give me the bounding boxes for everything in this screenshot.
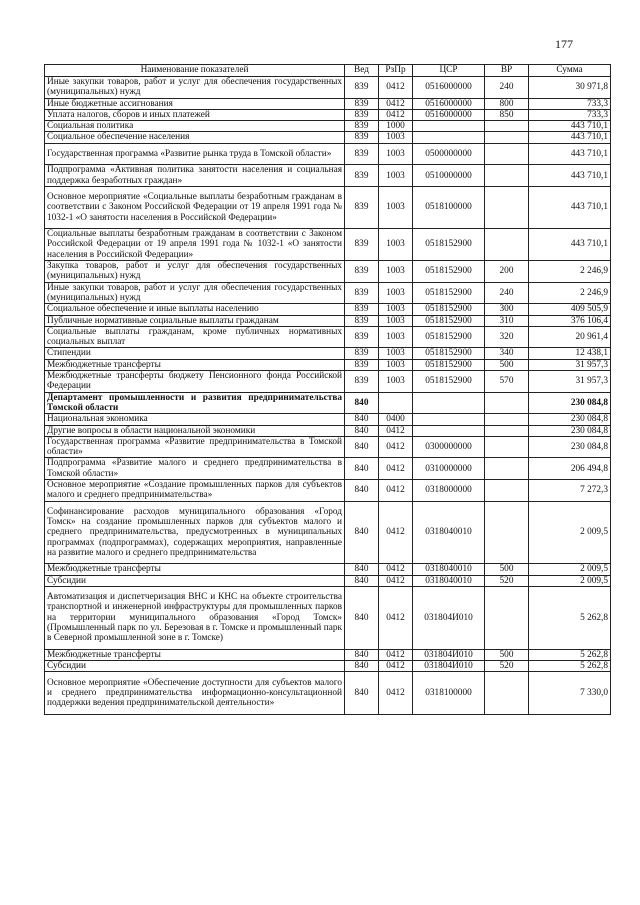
cell-ved: 839 — [345, 132, 379, 143]
table-row — [45, 359, 611, 370]
cell-rzpr: 0412 — [379, 575, 413, 586]
cell-sum: 443 710,1 — [529, 132, 611, 143]
cell-name: Уплата налогов, сборов и иных платежей — [45, 109, 345, 120]
cell-ved: 840 — [345, 586, 379, 649]
cell-sum: 733,3 — [529, 109, 611, 120]
cell-sum: 443 710,1 — [529, 143, 611, 165]
table-row — [45, 109, 611, 120]
table-row — [45, 649, 611, 660]
table-row — [45, 564, 611, 575]
cell-ved: 839 — [345, 304, 379, 315]
cell-csr — [413, 121, 485, 132]
cell-csr: 0318000000 — [413, 479, 485, 501]
cell-vr: 320 — [485, 326, 529, 348]
cell-name: Автоматизация и диспетчеризация ВНС и КНС на объекте строительства транспортной и инженерной инфраструктуры для промышленных парков на территории муниципального образования «Город Томск» (Промышленный парк по ул. Березовая в г. Томске и промышленный парк в Северной промышленной зоне в г. Томске) — [45, 586, 345, 649]
cell-csr: 0310000000 — [413, 458, 485, 480]
cell-ved: 840 — [345, 414, 379, 425]
cell-sum: 733,3 — [529, 98, 611, 109]
cell-ved: 840 — [345, 479, 379, 501]
cell-rzpr: 0412 — [379, 425, 413, 436]
cell-sum: 443 710,1 — [529, 121, 611, 132]
cell-csr: 0518152900 — [413, 315, 485, 326]
cell-ved: 840 — [345, 661, 379, 672]
cell-name: Основное мероприятие «Создание промышленных парков для субъектов малого и среднего предпринимательства» — [45, 479, 345, 501]
cell-vr: 800 — [485, 98, 529, 109]
cell-name: Публичные нормативные социальные выплаты гражданам — [45, 315, 345, 326]
table-row — [45, 304, 611, 315]
cell-sum: 20 961,4 — [529, 326, 611, 348]
cell-rzpr: 1003 — [379, 315, 413, 326]
cell-name: Межбюджетные трансферты бюджету Пенсионного фонда Российской Федерации — [45, 371, 345, 393]
table-row — [45, 143, 611, 165]
cell-name: Основное мероприятие «Социальные выплаты безработным гражданам в соответствии с Законом Российской Федерации от 19 апреля 1991 года № 1032-1 «О занятости населения в Российской Федерации» — [45, 186, 345, 228]
budget-table — [44, 64, 611, 715]
cell-sum: 2 009,5 — [529, 501, 611, 564]
cell-name: Стипендии — [45, 348, 345, 359]
cell-csr: 0518152900 — [413, 371, 485, 393]
cell-name: Закупка товаров, работ и услуг для обеспечения государственных (муниципальных) нужд — [45, 261, 345, 283]
cell-vr: 200 — [485, 261, 529, 283]
cell-sum: 5 262,8 — [529, 661, 611, 672]
table-row — [45, 121, 611, 132]
cell-rzpr — [379, 392, 413, 414]
cell-csr: 0516000000 — [413, 98, 485, 109]
cell-csr — [413, 414, 485, 425]
cell-sum: 376 106,4 — [529, 315, 611, 326]
cell-vr — [485, 229, 529, 261]
cell-vr: 500 — [485, 564, 529, 575]
cell-rzpr: 0412 — [379, 586, 413, 649]
table-row — [45, 425, 611, 436]
cell-sum: 2 246,9 — [529, 282, 611, 304]
cell-vr — [485, 436, 529, 458]
cell-rzpr: 0412 — [379, 672, 413, 714]
cell-name: Софинансирование расходов муниципального образования «Город Томск» на создание промышленных парков для субъектов малого и среднего предпринимательства, предусмотренных в муниципальных программах (подпрограммах), содержащих мероприятия, направленные на развитие малого и среднего предпринимательства — [45, 501, 345, 564]
table-row — [45, 414, 611, 425]
cell-name: Межбюджетные трансферты — [45, 564, 345, 575]
table-body — [45, 77, 611, 715]
cell-vr — [485, 458, 529, 480]
cell-vr — [485, 143, 529, 165]
cell-name: Иные закупки товаров, работ и услуг для обеспечения государственных (муниципальных) нужд — [45, 77, 345, 99]
table-row — [45, 326, 611, 348]
cell-sum: 31 957,3 — [529, 359, 611, 370]
cell-name: Социальная политика — [45, 121, 345, 132]
cell-sum: 230 084,8 — [529, 425, 611, 436]
cell-rzpr: 1000 — [379, 121, 413, 132]
table-row — [45, 661, 611, 672]
cell-csr: 0518152900 — [413, 229, 485, 261]
cell-ved: 839 — [345, 282, 379, 304]
cell-vr: 340 — [485, 348, 529, 359]
cell-csr: 0518152900 — [413, 348, 485, 359]
cell-ved: 840 — [345, 575, 379, 586]
cell-csr — [413, 425, 485, 436]
table-header-row — [45, 65, 611, 77]
cell-rzpr: 0412 — [379, 661, 413, 672]
cell-rzpr: 0412 — [379, 649, 413, 660]
cell-sum: 7 272,3 — [529, 479, 611, 501]
cell-name: Иные закупки товаров, работ и услуг для обеспечения государственных (муниципальных) нужд — [45, 282, 345, 304]
cell-csr: 0318040010 — [413, 575, 485, 586]
cell-ved: 839 — [345, 371, 379, 393]
table-row — [45, 165, 611, 187]
cell-sum: 230 084,8 — [529, 436, 611, 458]
cell-rzpr: 1003 — [379, 186, 413, 228]
table-row — [45, 348, 611, 359]
cell-vr — [485, 392, 529, 414]
cell-csr: 031804И010 — [413, 649, 485, 660]
table-row — [45, 282, 611, 304]
cell-rzpr: 1003 — [379, 326, 413, 348]
cell-ved: 839 — [345, 186, 379, 228]
cell-vr — [485, 186, 529, 228]
cell-rzpr: 0412 — [379, 77, 413, 99]
cell-ved: 839 — [345, 229, 379, 261]
cell-name: Субсидии — [45, 661, 345, 672]
page-number: 177 — [555, 37, 573, 51]
cell-rzpr: 1003 — [379, 359, 413, 370]
table-row — [45, 586, 611, 649]
cell-name: Подпрограмма «Активная политика занятости населения и социальная поддержка безработных граждан» — [45, 165, 345, 187]
cell-name: Государственная программа «Развитие рынка труда в Томской области» — [45, 143, 345, 165]
cell-csr: 0518152900 — [413, 359, 485, 370]
cell-sum: 12 438,1 — [529, 348, 611, 359]
cell-csr: 0518152900 — [413, 261, 485, 283]
cell-rzpr: 0412 — [379, 109, 413, 120]
cell-ved: 840 — [345, 458, 379, 480]
cell-ved: 839 — [345, 326, 379, 348]
cell-vr — [485, 672, 529, 714]
cell-csr: 0518152900 — [413, 326, 485, 348]
cell-csr: 0516000000 — [413, 109, 485, 120]
table-row — [45, 261, 611, 283]
cell-csr — [413, 392, 485, 414]
table-row — [45, 186, 611, 228]
cell-ved: 840 — [345, 564, 379, 575]
cell-rzpr: 0412 — [379, 479, 413, 501]
table-row — [45, 132, 611, 143]
cell-sum: 443 710,1 — [529, 165, 611, 187]
cell-sum: 30 971,8 — [529, 77, 611, 99]
table-row — [45, 672, 611, 714]
cell-ved: 840 — [345, 392, 379, 414]
cell-vr — [485, 165, 529, 187]
cell-vr: 500 — [485, 359, 529, 370]
cell-ved: 840 — [345, 649, 379, 660]
cell-ved: 840 — [345, 436, 379, 458]
cell-vr — [485, 425, 529, 436]
cell-name: Другие вопросы в области национальной экономики — [45, 425, 345, 436]
cell-vr — [485, 414, 529, 425]
cell-rzpr: 0412 — [379, 501, 413, 564]
cell-ved: 839 — [345, 165, 379, 187]
cell-csr: 0518152900 — [413, 304, 485, 315]
cell-rzpr: 1003 — [379, 229, 413, 261]
cell-sum: 409 505,9 — [529, 304, 611, 315]
cell-rzpr: 1003 — [379, 371, 413, 393]
cell-vr: 500 — [485, 649, 529, 660]
cell-name: Национальная экономика — [45, 414, 345, 425]
cell-ved: 839 — [345, 121, 379, 132]
header-vr: ВР — [485, 65, 529, 77]
table-row — [45, 575, 611, 586]
cell-ved: 839 — [345, 315, 379, 326]
cell-ved: 839 — [345, 143, 379, 165]
header-ved: Вед — [345, 65, 379, 77]
cell-csr: 0300000000 — [413, 436, 485, 458]
cell-vr — [485, 132, 529, 143]
cell-csr: 0318040010 — [413, 501, 485, 564]
header-csr: ЦСР — [413, 65, 485, 77]
cell-name: Основное мероприятие «Обеспечение доступности для субъектов малого и среднего предпринимательства информационно-консультационной поддержки ведения предпринимательской деятельности» — [45, 672, 345, 714]
cell-rzpr: 1003 — [379, 143, 413, 165]
cell-name: Департамент промышленности и развития предпринимательства Томской области — [45, 392, 345, 414]
cell-name: Иные бюджетные ассигнования — [45, 98, 345, 109]
cell-rzpr: 0412 — [379, 98, 413, 109]
table-row — [45, 479, 611, 501]
cell-csr: 0518152900 — [413, 282, 485, 304]
header-rzpr: РзПр — [379, 65, 413, 77]
cell-vr: 240 — [485, 77, 529, 99]
cell-sum: 206 494,8 — [529, 458, 611, 480]
cell-vr: 300 — [485, 304, 529, 315]
table-row — [45, 229, 611, 261]
table-row — [45, 392, 611, 414]
table-row — [45, 458, 611, 480]
cell-name: Социальные выплаты гражданам, кроме публичных нормативных социальных выплат — [45, 326, 345, 348]
cell-rzpr: 0400 — [379, 414, 413, 425]
cell-ved: 839 — [345, 109, 379, 120]
cell-rzpr: 1003 — [379, 348, 413, 359]
cell-name: Межбюджетные трансферты — [45, 359, 345, 370]
cell-csr: 0318040010 — [413, 564, 485, 575]
cell-sum: 5 262,8 — [529, 649, 611, 660]
cell-name: Государственная программа «Развитие предпринимательства в Томской области» — [45, 436, 345, 458]
cell-ved: 840 — [345, 501, 379, 564]
table-row — [45, 501, 611, 564]
cell-sum: 230 084,8 — [529, 392, 611, 414]
cell-sum: 31 957,3 — [529, 371, 611, 393]
cell-rzpr: 1003 — [379, 282, 413, 304]
cell-ved: 839 — [345, 98, 379, 109]
cell-ved: 840 — [345, 672, 379, 714]
cell-csr: 031804И010 — [413, 661, 485, 672]
table-row — [45, 371, 611, 393]
table-row — [45, 77, 611, 99]
cell-ved: 839 — [345, 77, 379, 99]
table-row — [45, 98, 611, 109]
cell-rzpr: 1003 — [379, 165, 413, 187]
header-sum: Сумма — [529, 65, 611, 77]
cell-name: Социальное обеспечение населения — [45, 132, 345, 143]
cell-rzpr: 1003 — [379, 304, 413, 315]
cell-name: Подпрограмма «Развитие малого и среднего предпринимательства в Томской области» — [45, 458, 345, 480]
cell-name: Социальные выплаты безработным гражданам в соответствии с Законом Российской Федерации от 19 апреля 1991 года № 1032-1 «О занятости населения в Российской Федерации» — [45, 229, 345, 261]
cell-vr — [485, 586, 529, 649]
cell-sum: 2 246,9 — [529, 261, 611, 283]
table-row — [45, 315, 611, 326]
cell-name: Субсидии — [45, 575, 345, 586]
header-name: Наименование показателей — [45, 65, 345, 77]
cell-rzpr: 1003 — [379, 132, 413, 143]
cell-vr — [485, 501, 529, 564]
cell-sum: 5 262,8 — [529, 586, 611, 649]
cell-name: Социальное обеспечение и иные выплаты населению — [45, 304, 345, 315]
cell-sum: 230 084,8 — [529, 414, 611, 425]
cell-ved: 839 — [345, 348, 379, 359]
cell-csr: 031804И010 — [413, 586, 485, 649]
cell-csr — [413, 132, 485, 143]
cell-rzpr: 0412 — [379, 564, 413, 575]
cell-vr: 310 — [485, 315, 529, 326]
cell-csr: 0510000000 — [413, 165, 485, 187]
cell-vr: 570 — [485, 371, 529, 393]
cell-csr: 0518100000 — [413, 186, 485, 228]
cell-vr — [485, 121, 529, 132]
cell-sum: 2 009,5 — [529, 575, 611, 586]
cell-sum: 7 330,0 — [529, 672, 611, 714]
cell-sum: 443 710,1 — [529, 186, 611, 228]
cell-vr: 240 — [485, 282, 529, 304]
cell-ved: 839 — [345, 261, 379, 283]
cell-rzpr: 0412 — [379, 458, 413, 480]
cell-csr: 0318100000 — [413, 672, 485, 714]
cell-sum: 443 710,1 — [529, 229, 611, 261]
cell-rzpr: 1003 — [379, 261, 413, 283]
cell-vr — [485, 479, 529, 501]
cell-vr: 850 — [485, 109, 529, 120]
cell-ved: 840 — [345, 425, 379, 436]
cell-vr: 520 — [485, 661, 529, 672]
cell-sum: 2 009,5 — [529, 564, 611, 575]
cell-vr: 520 — [485, 575, 529, 586]
cell-csr: 0500000000 — [413, 143, 485, 165]
cell-rzpr: 0412 — [379, 436, 413, 458]
cell-name: Межбюджетные трансферты — [45, 649, 345, 660]
cell-ved: 839 — [345, 359, 379, 370]
cell-csr: 0516000000 — [413, 77, 485, 99]
table-row — [45, 436, 611, 458]
